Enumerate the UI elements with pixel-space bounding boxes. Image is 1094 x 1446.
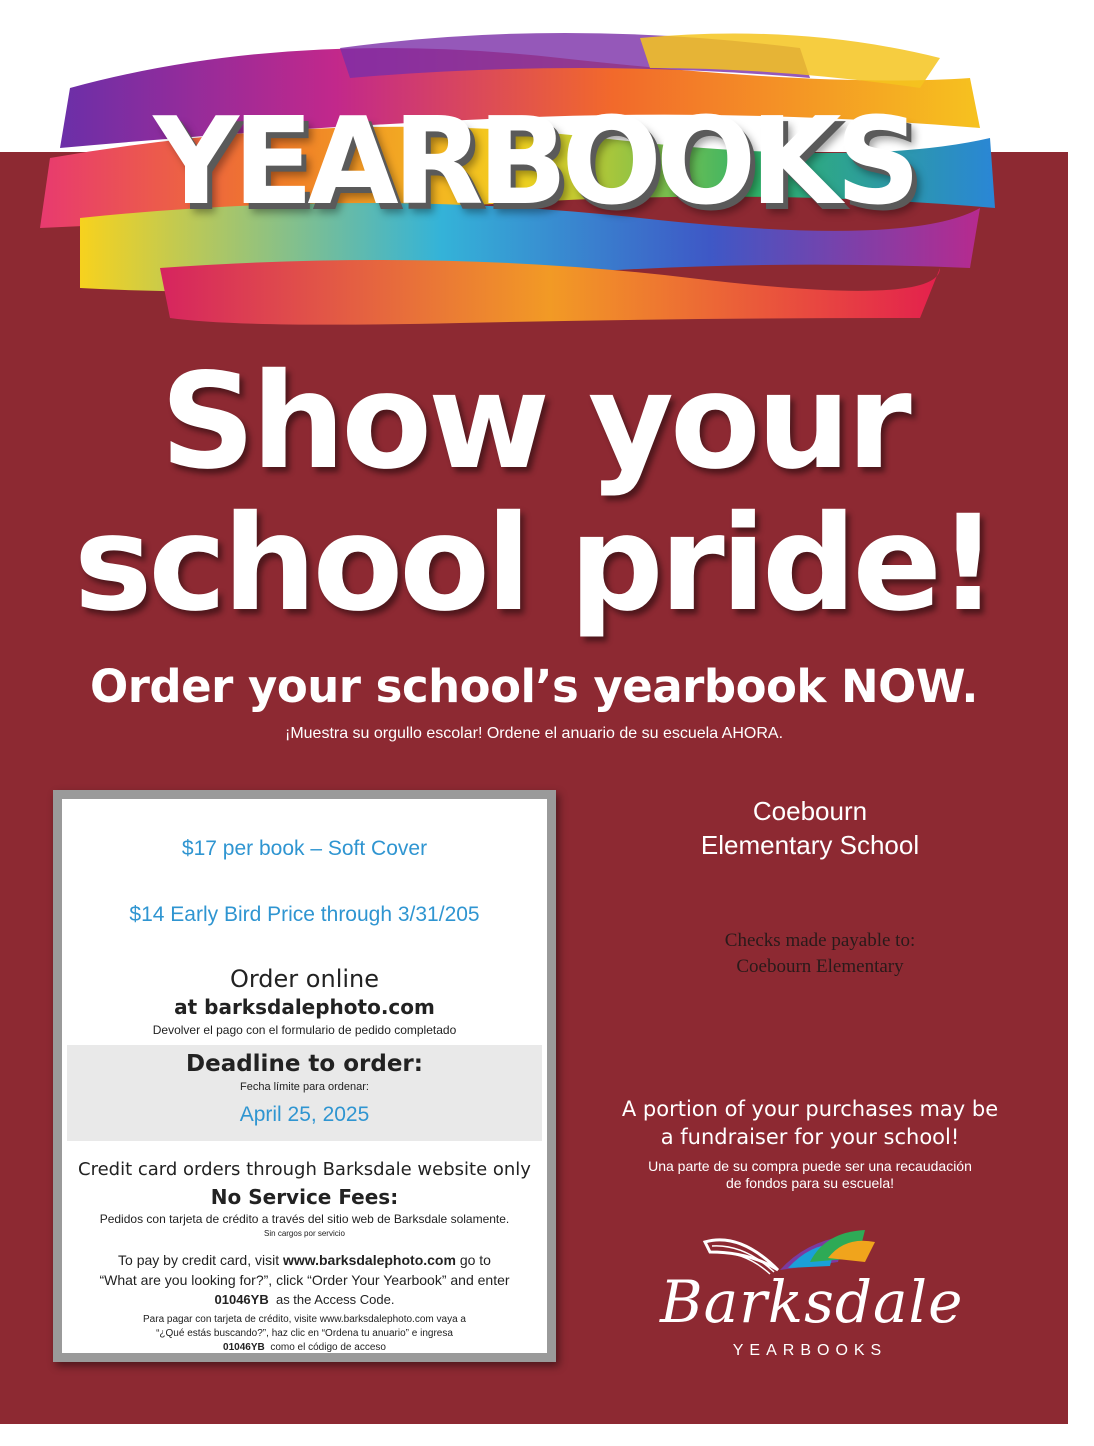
order-now-subheading: Order your school’s yearbook NOW. <box>89 660 978 713</box>
credit-card-line: Credit card orders through Barksdale website only <box>78 1159 531 1180</box>
order-note-spanish: Devolver el pago con el formulario de pedido completado <box>152 1023 457 1037</box>
barksdale-yearbooks-word: YEARBOOKS <box>732 1342 888 1359</box>
school-name-line-2: Elementary School <box>700 830 920 860</box>
school-name-line-1: Coebourn <box>752 796 868 826</box>
headline-line-2: school pride! <box>73 487 995 641</box>
order-info-card <box>53 790 556 1362</box>
yearbooks-title: YEARBOOKS <box>153 90 915 232</box>
no-service-fees: No Service Fees: <box>210 1185 399 1209</box>
no-fees-spanish: Sin cargos por servicio <box>264 1229 345 1238</box>
fundraiser-spanish-line-2: de fondos para su escuela! <box>725 1175 895 1191</box>
fundraiser-line-1: A portion of your purchases may be <box>621 1097 999 1121</box>
barksdale-script: Barksdale <box>660 1268 964 1336</box>
pay-instructions-line-3 <box>62 1292 547 1307</box>
checks-payable-label: Checks made payable to: <box>724 930 916 951</box>
access-code: 01046YB <box>214 1292 269 1307</box>
price-early-bird: $14 Early Bird Price through 3/31/205 <box>129 903 480 926</box>
pay-instructions-text: To pay by credit card, visit <box>118 1252 283 1268</box>
pay-instructions-url[interactable]: www.barksdalephoto.com <box>282 1252 456 1268</box>
pay-spanish-line-3 <box>62 1342 547 1353</box>
pay-instructions-line-1 <box>62 1252 547 1268</box>
pay-instructions-text-end: go to <box>455 1252 491 1268</box>
pay-spanish-line-2: “¿Qué estás buscando?”, haz clic en “Ordena tu anuario” e ingresa <box>156 1328 453 1339</box>
order-now-subheading-spanish: ¡Muestra su orgullo escolar! Ordene el anuario de su escuela AHORA. <box>284 725 784 742</box>
deadline-label-spanish: Fecha límite para ordenar: <box>239 1081 369 1093</box>
order-website[interactable]: at barksdalephoto.com <box>174 995 435 1019</box>
fundraiser-line-2: a fundraiser for your school! <box>660 1125 960 1149</box>
deadline-label: Deadline to order: <box>186 1051 423 1077</box>
deadline-box <box>67 1045 542 1141</box>
price-soft-cover: $17 per book – Soft Cover <box>181 837 428 860</box>
credit-card-line-spanish: Pedidos con tarjeta de crédito a través del sitio web de Barksdale solamente. <box>99 1212 510 1226</box>
access-code-spanish: 01046YB <box>223 1342 265 1353</box>
deadline-date: April 25, 2025 <box>239 1103 370 1126</box>
access-code-note-spanish: como el código de acceso <box>270 1342 386 1353</box>
order-info-card-body <box>62 799 547 1353</box>
checks-payable-name: Coebourn Elementary <box>736 956 904 977</box>
access-code-note: as the Access Code. <box>275 1292 395 1307</box>
pay-instructions-line-2: “What are you looking for?”, click “Order Your Yearbook” and enter <box>99 1272 510 1288</box>
order-online-label: Order online <box>229 965 380 993</box>
pay-spanish-line-1: Para pagar con tarjeta de crédito, visite www.barksdalephoto.com vaya a <box>143 1314 466 1325</box>
headline-line-1: Show your <box>160 345 908 499</box>
barksdale-logo <box>660 1222 964 1372</box>
fundraiser-spanish-line-1: Una parte de su compra puede ser una recaudación <box>648 1158 972 1174</box>
